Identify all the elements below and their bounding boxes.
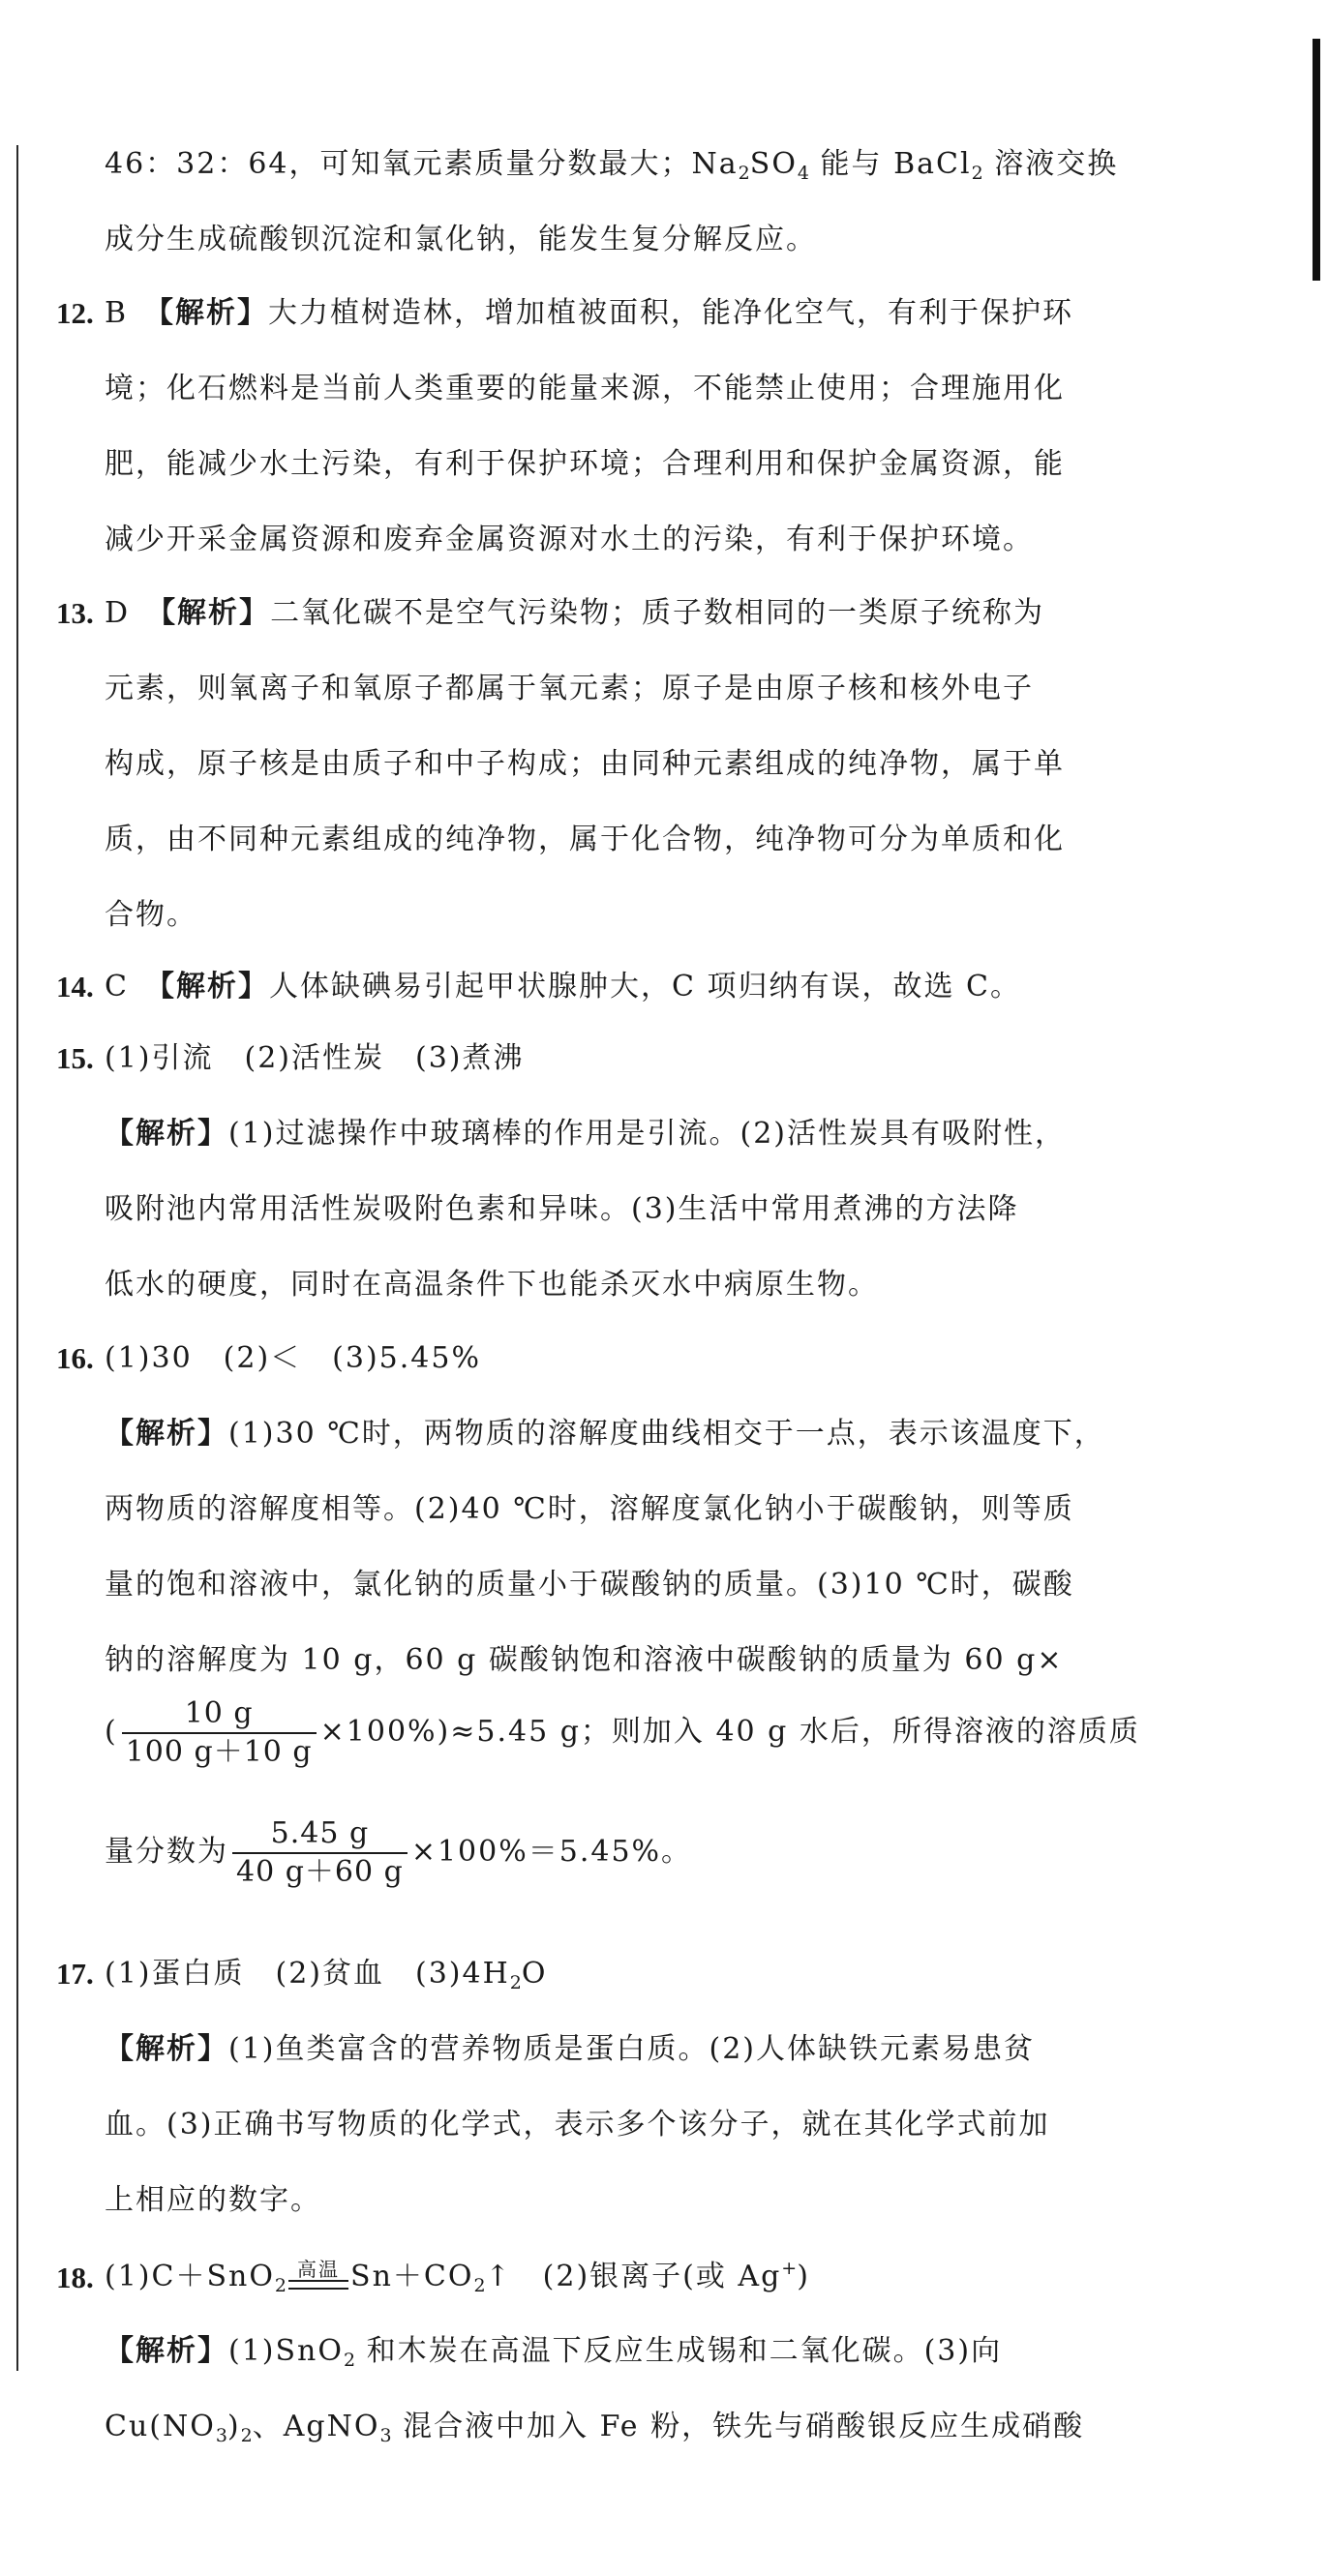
question-number-18: 18. xyxy=(56,2261,94,2294)
q13-line-3: 构成，原子核是由质子和中子构成；由同种元素组成的纯净物，属于单 xyxy=(105,747,1065,781)
q18-line-1: 【解析】(1)SnO$_2$ 和木炭在高温下反应生成锡和二氧化碳。(3)向 xyxy=(105,2334,1003,2371)
q18-line-2: $Cu(NO_3)_2$、AgNO$_3$ 混合液中加入 Fe 粉，铁先与硝酸银反应生成硝酸 xyxy=(105,2410,1085,2446)
q16-line-5-fraction: ( $\frac{10 g}{100 g+10 g}$ ×100%)≈5.45 g；则加入 40 g 水后，所得溶液的溶质质 xyxy=(105,1696,1140,1769)
q17-line-3: 上相应的数字。 xyxy=(105,2183,321,2217)
q16-line-6-fraction: 量分数为 $\frac{5.45 g}{40 g+60 g}$ ×100%＝5.45%。 xyxy=(105,1816,693,1889)
q15-answer: (1)引流 (2)活性炭 (3)煮沸 xyxy=(105,1041,525,1075)
q12-line-2: 境；化石燃料是当前人类重要的能量来源，不能禁止使用；合理施用化 xyxy=(105,372,1065,405)
question-number-16: 16. xyxy=(56,1341,94,1375)
q17-line-2: 血。(3)正确书写物质的化学式，表示多个该分子，就在其化学式前加 xyxy=(105,2108,1050,2142)
reaction-condition: 高温 xyxy=(288,2259,348,2297)
q15-line-2: 吸附池内常用活性炭吸附色素和异味。(3)生活中常用煮沸的方法降 xyxy=(105,1192,1019,1226)
q12-line-1: B 【解析】大力植树造林，增加植被面积，能净化空气，有利于保护环 xyxy=(105,296,1074,330)
q15-line-1: 【解析】(1)过滤操作中玻璃棒的作用是引流。(2)活性炭具有吸附性， xyxy=(105,1117,1066,1151)
fraction-mass-fraction: $\frac{5.45 g}{40 g+60 g}$ xyxy=(232,1815,407,1891)
question-number-12: 12. xyxy=(56,296,94,330)
q18-answer-equation: (1)C＋SnO$_2$ 高温 $Sn+CO_2↑$ (2)银离子(或 Ag+) xyxy=(105,2258,810,2296)
q14-line-1: C 【解析】人体缺碘易引起甲状腺肿大，C 项归纳有误，故选 C。 xyxy=(105,970,1021,1003)
continuation-line-1: 46：32：64，可知氧元素质量分数最大；$Na_2SO_4$ 能与 BaCl$_2$ 溶液交换 xyxy=(105,147,1119,184)
fraction-mass-ratio: $\frac{10 g}{100 g+10 g}$ xyxy=(122,1695,317,1771)
continuation-line-2: 成分生成硫酸钡沉淀和氯化钠，能发生复分解反应。 xyxy=(105,223,817,256)
question-number-13: 13. xyxy=(56,596,94,630)
q17-line-1: 【解析】(1)鱼类富含的营养物质是蛋白质。(2)人体缺铁元素易患贫 xyxy=(105,2032,1035,2066)
q16-line-1: 【解析】(1)30 ℃时，两物质的溶解度曲线相交于一点，表示该温度下， xyxy=(105,1417,1105,1451)
q16-line-3: 量的饱和溶液中，氯化钠的质量小于碳酸钠的质量。(3)10 ℃时，碳酸 xyxy=(105,1568,1074,1602)
q16-line-4: 钠的溶解度为 10 g，60 g 碳酸钠饱和溶液中碳酸钠的质量为 60 g× xyxy=(105,1643,1064,1677)
q13-line-2: 元素，则氧离子和氧原子都属于氧元素；原子是由原子核和核外电子 xyxy=(105,672,1034,705)
q13-line-5: 合物。 xyxy=(105,898,197,932)
q13-line-1: D 【解析】二氧化碳不是空气污染物；质子数相同的一类原子统称为 xyxy=(105,596,1045,630)
q15-line-3: 低水的硬度，同时在高温条件下也能杀灭水中病原生物。 xyxy=(105,1268,879,1302)
q16-answer: (1)30 (2)＜ (3)5.45% xyxy=(105,1341,481,1375)
question-number-17: 17. xyxy=(56,1957,94,1991)
question-number-15: 15. xyxy=(56,1041,94,1075)
binding-mark xyxy=(1313,39,1320,281)
q13-line-4: 质，由不同种元素组成的纯净物，属于化合物，纯净物可分为单质和化 xyxy=(105,823,1065,856)
q16-line-2: 两物质的溶解度相等。(2)40 ℃时，溶解度氯化钠小于碳酸钠，则等质 xyxy=(105,1492,1074,1526)
gas-arrow: ↑ xyxy=(485,2260,512,2293)
left-margin-rule xyxy=(16,145,18,2371)
q12-line-3: 肥，能减少水土污染，有利于保护环境；合理利用和保护金属资源，能 xyxy=(105,447,1065,481)
q12-line-4: 减少开采金属资源和废弃金属资源对水土的污染，有利于保护环境。 xyxy=(105,523,1034,556)
q17-answer: (1)蛋白质 (2)贫血 $(3)4H_2O$ xyxy=(105,1957,548,1993)
question-number-14: 14. xyxy=(56,970,94,1003)
